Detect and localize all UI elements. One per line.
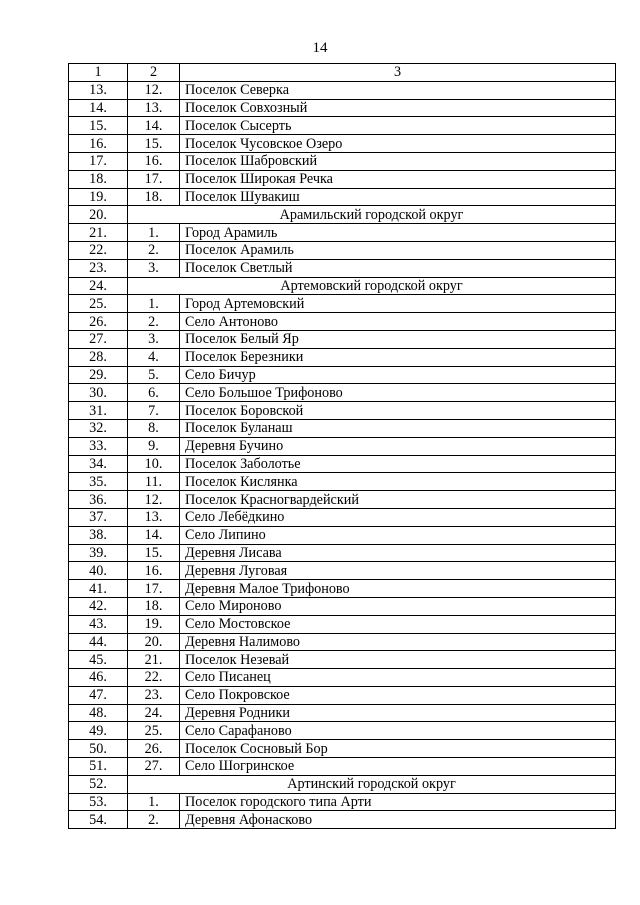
- row-sub-number: 26.: [128, 740, 180, 758]
- row-sub-number: 24.: [128, 704, 180, 722]
- settlements-table: [68, 63, 616, 829]
- row-sub-number: 13.: [128, 99, 180, 117]
- page-number: 14: [312, 40, 328, 56]
- table-row: [69, 686, 616, 704]
- row-settlement-name: Поселок Шувакиш: [180, 188, 616, 206]
- table-row: [69, 384, 616, 402]
- row-number: 33.: [69, 437, 128, 455]
- row-settlement-name: Село Шогринское: [180, 758, 616, 776]
- row-sub-number: 3.: [128, 259, 180, 277]
- row-number: 54.: [69, 811, 128, 829]
- row-settlement-name: Поселок Широкая Речка: [180, 170, 616, 188]
- row-sub-number: 11.: [128, 473, 180, 491]
- table-body: [69, 81, 616, 828]
- row-number: 47.: [69, 686, 128, 704]
- row-settlement-name: Село Мироново: [180, 597, 616, 615]
- row-sub-number: 18.: [128, 597, 180, 615]
- row-sub-number: 16.: [128, 562, 180, 580]
- row-number: 32.: [69, 419, 128, 437]
- row-number: 15.: [69, 117, 128, 135]
- row-settlement-name: Село Антоново: [180, 313, 616, 331]
- row-sub-number: 8.: [128, 419, 180, 437]
- row-sub-number: 7.: [128, 402, 180, 420]
- table-row: [69, 295, 616, 313]
- row-number: 38.: [69, 526, 128, 544]
- section-title: Артемовский городской округ: [128, 277, 616, 295]
- header-col-3: 3: [180, 64, 616, 82]
- section-title: Артинский городской округ: [128, 775, 616, 793]
- table-row: [69, 793, 616, 811]
- row-number: 51.: [69, 758, 128, 776]
- row-sub-number: 18.: [128, 188, 180, 206]
- table-row: [69, 135, 616, 153]
- row-settlement-name: Поселок Кислянка: [180, 473, 616, 491]
- row-sub-number: 2.: [128, 241, 180, 259]
- row-settlement-name: Поселок Красногвардейский: [180, 491, 616, 509]
- row-sub-number: 12.: [128, 491, 180, 509]
- row-settlement-name: Село Мостовское: [180, 615, 616, 633]
- row-sub-number: 10.: [128, 455, 180, 473]
- row-sub-number: 16.: [128, 152, 180, 170]
- table-row: [69, 170, 616, 188]
- row-settlement-name: Село Сарафаново: [180, 722, 616, 740]
- row-settlement-name: Поселок Заболотье: [180, 455, 616, 473]
- row-sub-number: 14.: [128, 526, 180, 544]
- row-number: 31.: [69, 402, 128, 420]
- row-number: 21.: [69, 224, 128, 242]
- row-sub-number: 22.: [128, 669, 180, 687]
- row-settlement-name: Поселок Березники: [180, 348, 616, 366]
- row-settlement-name: Поселок Арамиль: [180, 241, 616, 259]
- row-sub-number: 12.: [128, 81, 180, 99]
- table-row: [69, 313, 616, 331]
- table-row: [69, 633, 616, 651]
- row-number: 13.: [69, 81, 128, 99]
- table-row: [69, 508, 616, 526]
- row-settlement-name: Поселок Буланаш: [180, 419, 616, 437]
- table-row: [69, 562, 616, 580]
- row-sub-number: 14.: [128, 117, 180, 135]
- row-number: 26.: [69, 313, 128, 331]
- row-settlement-name: Село Лебёдкино: [180, 508, 616, 526]
- row-number: 34.: [69, 455, 128, 473]
- table-row: [69, 722, 616, 740]
- table-row: [69, 615, 616, 633]
- row-number: 17.: [69, 152, 128, 170]
- header-col-2: 2: [128, 64, 180, 82]
- table-row: [69, 455, 616, 473]
- row-settlement-name: Деревня Афонасково: [180, 811, 616, 829]
- row-sub-number: 20.: [128, 633, 180, 651]
- row-settlement-name: Поселок Белый Яр: [180, 330, 616, 348]
- table-row: [69, 81, 616, 99]
- row-number: 44.: [69, 633, 128, 651]
- table-row: [69, 580, 616, 598]
- table-row: [69, 704, 616, 722]
- row-sub-number: 17.: [128, 170, 180, 188]
- row-number: 18.: [69, 170, 128, 188]
- row-number: 36.: [69, 491, 128, 509]
- row-settlement-name: Деревня Налимово: [180, 633, 616, 651]
- row-settlement-name: Поселок Шабровский: [180, 152, 616, 170]
- row-settlement-name: Деревня Луговая: [180, 562, 616, 580]
- row-number: 41.: [69, 580, 128, 598]
- section-title: Арамильский городской округ: [128, 206, 616, 224]
- section-row: [69, 775, 616, 793]
- row-number: 43.: [69, 615, 128, 633]
- row-sub-number: 4.: [128, 348, 180, 366]
- row-number: 52.: [69, 775, 128, 793]
- row-number: 50.: [69, 740, 128, 758]
- row-number: 29.: [69, 366, 128, 384]
- row-settlement-name: Деревня Лисава: [180, 544, 616, 562]
- table-row: [69, 437, 616, 455]
- table-row: [69, 241, 616, 259]
- row-settlement-name: Поселок Сосновый Бор: [180, 740, 616, 758]
- row-settlement-name: Поселок Светлый: [180, 259, 616, 277]
- row-sub-number: 2.: [128, 313, 180, 331]
- row-number: 37.: [69, 508, 128, 526]
- row-sub-number: 15.: [128, 135, 180, 153]
- row-number: 53.: [69, 793, 128, 811]
- table-row: [69, 259, 616, 277]
- table-row: [69, 740, 616, 758]
- table-row: [69, 544, 616, 562]
- table-row: [69, 811, 616, 829]
- row-sub-number: 15.: [128, 544, 180, 562]
- row-settlement-name: Деревня Бучино: [180, 437, 616, 455]
- table-row: [69, 117, 616, 135]
- row-number: 25.: [69, 295, 128, 313]
- row-number: 48.: [69, 704, 128, 722]
- row-sub-number: 3.: [128, 330, 180, 348]
- row-sub-number: 17.: [128, 580, 180, 598]
- row-number: 23.: [69, 259, 128, 277]
- row-settlement-name: Село Писанец: [180, 669, 616, 687]
- row-sub-number: 1.: [128, 793, 180, 811]
- row-number: 42.: [69, 597, 128, 615]
- row-sub-number: 19.: [128, 615, 180, 633]
- table-row: [69, 152, 616, 170]
- row-number: 16.: [69, 135, 128, 153]
- table-row: [69, 473, 616, 491]
- table-row: [69, 419, 616, 437]
- row-sub-number: 13.: [128, 508, 180, 526]
- table-row: [69, 366, 616, 384]
- table-row: [69, 330, 616, 348]
- row-settlement-name: Поселок Совхозный: [180, 99, 616, 117]
- row-settlement-name: Поселок Чусовское Озеро: [180, 135, 616, 153]
- row-number: 22.: [69, 241, 128, 259]
- row-number: 14.: [69, 99, 128, 117]
- row-number: 19.: [69, 188, 128, 206]
- row-number: 20.: [69, 206, 128, 224]
- row-number: 24.: [69, 277, 128, 295]
- row-sub-number: 1.: [128, 295, 180, 313]
- row-number: 27.: [69, 330, 128, 348]
- table-row: [69, 758, 616, 776]
- row-settlement-name: Поселок Сысерть: [180, 117, 616, 135]
- section-row: [69, 206, 616, 224]
- row-settlement-name: Город Артемовский: [180, 295, 616, 313]
- table-row: [69, 99, 616, 117]
- row-settlement-name: Поселок Боровской: [180, 402, 616, 420]
- row-number: 39.: [69, 544, 128, 562]
- row-sub-number: 2.: [128, 811, 180, 829]
- row-number: 49.: [69, 722, 128, 740]
- row-number: 40.: [69, 562, 128, 580]
- row-settlement-name: Село Липино: [180, 526, 616, 544]
- table-row: [69, 597, 616, 615]
- row-settlement-name: Поселок городского типа Арти: [180, 793, 616, 811]
- row-sub-number: 21.: [128, 651, 180, 669]
- row-number: 30.: [69, 384, 128, 402]
- table-row: [69, 188, 616, 206]
- table-row: [69, 402, 616, 420]
- row-settlement-name: Деревня Малое Трифоново: [180, 580, 616, 598]
- table-row: [69, 526, 616, 544]
- row-settlement-name: Село Покровское: [180, 686, 616, 704]
- row-sub-number: 1.: [128, 224, 180, 242]
- row-sub-number: 25.: [128, 722, 180, 740]
- table-row: [69, 491, 616, 509]
- row-sub-number: 6.: [128, 384, 180, 402]
- row-sub-number: 23.: [128, 686, 180, 704]
- table-row: [69, 224, 616, 242]
- table-row: [69, 348, 616, 366]
- row-settlement-name: Село Большое Трифоново: [180, 384, 616, 402]
- table-header-row: [69, 64, 616, 82]
- table-row: [69, 669, 616, 687]
- row-number: 46.: [69, 669, 128, 687]
- row-number: 35.: [69, 473, 128, 491]
- row-number: 45.: [69, 651, 128, 669]
- row-sub-number: 5.: [128, 366, 180, 384]
- row-settlement-name: Поселок Незевай: [180, 651, 616, 669]
- row-settlement-name: Село Бичур: [180, 366, 616, 384]
- row-sub-number: 27.: [128, 758, 180, 776]
- row-number: 28.: [69, 348, 128, 366]
- row-settlement-name: Поселок Северка: [180, 81, 616, 99]
- table-row: [69, 651, 616, 669]
- header-col-1: 1: [69, 64, 128, 82]
- row-settlement-name: Город Арамиль: [180, 224, 616, 242]
- row-sub-number: 9.: [128, 437, 180, 455]
- section-row: [69, 277, 616, 295]
- row-settlement-name: Деревня Родники: [180, 704, 616, 722]
